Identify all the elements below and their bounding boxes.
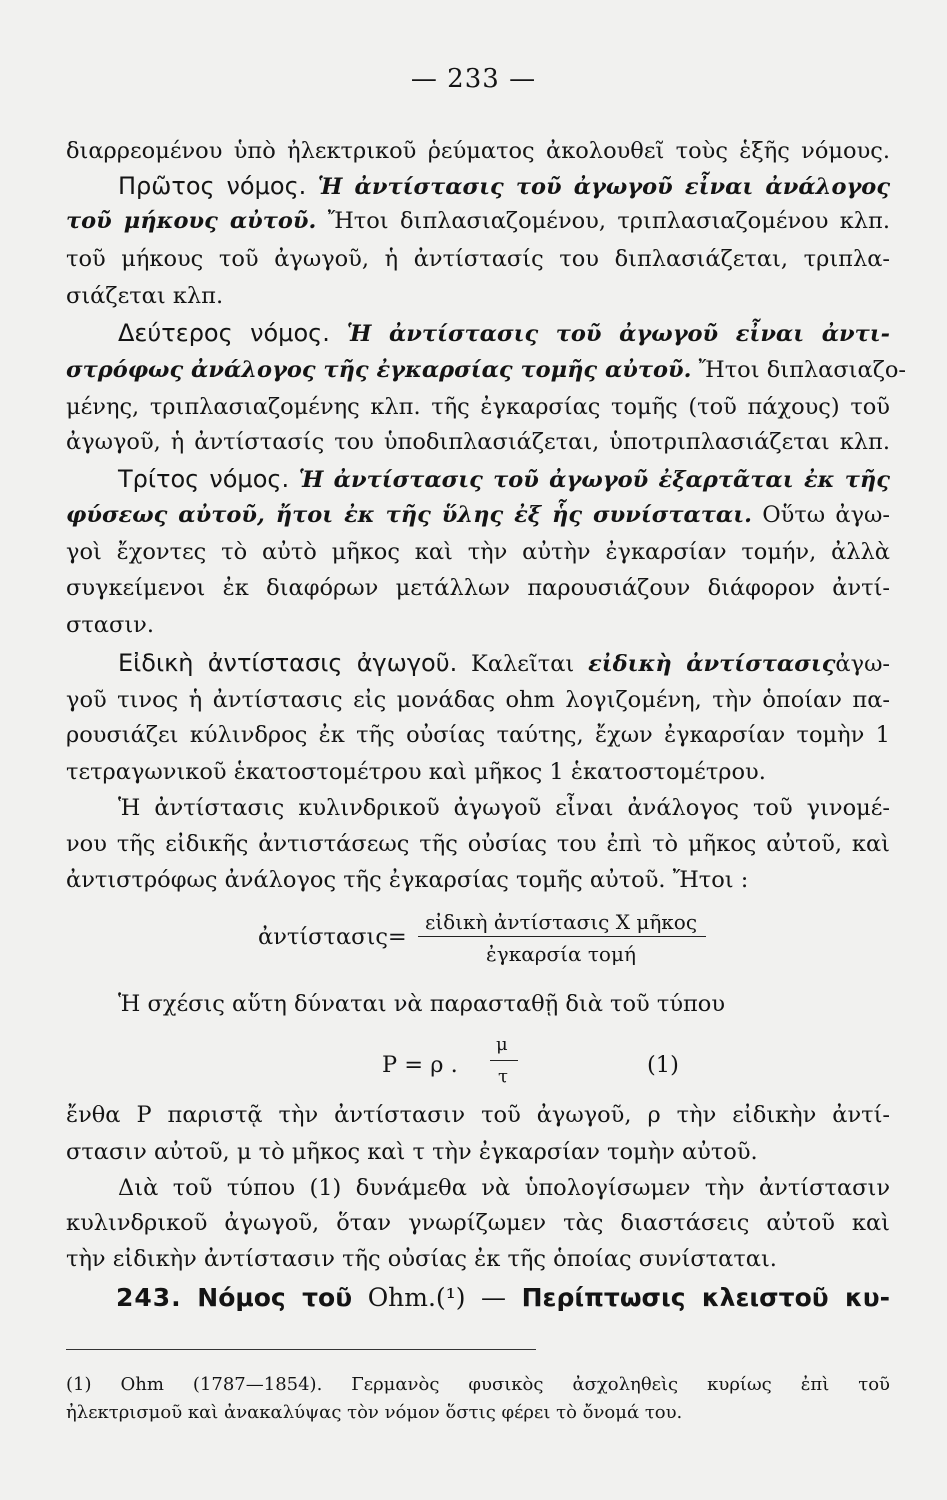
law-1-heading: Πρῶτος νόμος. [118, 172, 307, 200]
law-1-statement: Ἡ ἀντίστασις τοῦ ἀγωγοῦ εἶναι ἀνάλογος [317, 174, 891, 200]
text-line: ἀγωγοῦ, ἡ ἀντίστασίς του ὑποδιπλασιάζεται, ὑποτριπλασιάζεται κλπ. [66, 429, 890, 455]
law-3-statement: Ἡ ἀντίστασις τοῦ ἀγωγοῦ ἐξαρτᾶται ἐκ τῆς [298, 467, 890, 493]
page-number: — 233 — [410, 64, 537, 94]
formula-numerator: μ [496, 1034, 508, 1055]
footnote-divider [66, 1349, 536, 1350]
text-line: μένης, τριπλασιαζομένης κλπ. τῆς ἐγκαρσίας τομῆς (τοῦ πάχους) τοῦ [66, 394, 890, 420]
section-number: 243. [116, 1283, 182, 1312]
resistance-fraction [258, 910, 708, 964]
text-line: γοὶ ἔχοντες τὸ αὐτὸ μῆκος καὶ τὴν αὐτὴν ἐγκαρσίαν τομήν, ἀλλὰ [66, 539, 890, 565]
text-line: συγκείμενοι ἐκ διαφόρων μετάλλων παρουσιάζουν διάφορον ἀντί- [66, 575, 890, 601]
section-title-c: Περίπτωσις κλειστοῦ κυ- [521, 1283, 890, 1312]
formula-lhs: P = ρ . [382, 1052, 458, 1078]
text-line: ἀντιστρόφως ἀνάλογος τῆς ἐγκαρσίας τομῆς αὐτοῦ. Ἤτοι : [66, 867, 749, 893]
footnote-line: ἠλεκτρισμοῦ καὶ ἀνακαλύψας τὸν νόμον ὅστις φέρει τὸ ὄνομά του. [66, 1402, 683, 1423]
text-line: τετραγωνικοῦ ἑκατοστομέτρου καὶ μῆκος 1 ἑκατοστομέτρου. [66, 759, 766, 785]
specific-resistance-line: Εἰδικὴ ἀντίστασις ἀγωγοῦ. Καλεῖται εἰδικὴ ἀντίστασιςἀγω- [118, 649, 891, 677]
specific-resistance-heading: Εἰδικὴ ἀντίστασις ἀγωγοῦ. [118, 649, 458, 677]
text-line: τοῦ μήκους τοῦ ἀγωγοῦ, ἡ ἀντίστασίς του διπλασιάζεται, τριπλα- [66, 246, 890, 272]
text-line: γοῦ τινος ἡ ἀντίστασις εἰς μονάδας ohm λογιζομένη, τὴν ὁποίαν πα- [66, 687, 890, 713]
ohm-formula [382, 1034, 682, 1098]
law-1-line [118, 174, 890, 199]
formula-denominator: τ [498, 1066, 508, 1087]
text-line: ἔνθα P παριστᾷ τὴν ἀντίστασιν τοῦ ἀγωγοῦ, ρ τὴν εἰδικὴν ἀντί- [66, 1102, 890, 1128]
law-1-statement-end: τοῦ μήκους αὐτοῦ. [66, 208, 317, 234]
text-line: νου τῆς εἰδικῆς ἀντιστάσεως τῆς οὐσίας του ἐπὶ τὸ μῆκος αὐτοῦ, καὶ [66, 831, 890, 857]
text-line: φύσεως αὐτοῦ, ἤτοι ἐκ τῆς ὕλης ἐξ ἧς συνίσταται. Οὕτω ἀγω- [66, 502, 890, 528]
section-heading [116, 1283, 890, 1312]
formula-number: (1) [647, 1052, 679, 1078]
text-line: στασιν. [66, 612, 155, 638]
law-3-line [118, 467, 890, 492]
fraction-denominator: ἐγκαρσία τομή [486, 942, 636, 966]
section-title-b: Ohm.(¹) — [367, 1283, 507, 1312]
text-line: Διὰ τοῦ τύπου (1) δυνάμεθα νὰ ὑπολογίσωμεν τὴν ἀντίστασιν [118, 1175, 890, 1201]
text-line: στρόφως ἀνάλογος τῆς ἐγκαρσίας τομῆς αὐτοῦ. Ἤτοι διπλασιαζο- [66, 357, 907, 383]
law-2-statement-end: στρόφως ἀνάλογος τῆς ἐγκαρσίας τομῆς αὐτοῦ. [66, 357, 692, 383]
text-line: Ἡ σχέσις αὕτη δύναται νὰ παρασταθῇ διὰ τοῦ τύπου [118, 991, 726, 1017]
specific-resistance-term: εἰδικὴ ἀντίστασις [588, 651, 836, 677]
text-line: κυλινδρικοῦ ἀγωγοῦ, ὅταν γνωρίζωμεν τὰς διαστάσεις αὐτοῦ καὶ [66, 1210, 890, 1236]
text-line: στασιν αὐτοῦ, μ τὸ μῆκος καὶ τ τὴν ἐγκαρσίαν τομὴν αὐτοῦ. [66, 1139, 758, 1165]
fraction-lhs: ἀντίστασις= [258, 924, 407, 950]
text-line: τοῦ μήκους αὐτοῦ. Ἤτοι διπλασιαζομένου, τριπλασιαζομένου κλπ. [66, 208, 891, 234]
law-3-heading: Τρίτος νόμος. [118, 465, 290, 493]
law-2-line [118, 321, 890, 346]
law-3-statement-end: φύσεως αὐτοῦ, ἤτοι ἐκ τῆς ὕλης ἐξ ἧς συνίσταται. [66, 502, 752, 528]
text-line: σιάζεται κλπ. [66, 283, 224, 309]
text-line: ρουσιάζει κύλινδρος ἐκ τῆς οὐσίας ταύτης, ἔχων ἐγκαρσίαν τομὴν 1 [66, 722, 890, 748]
fraction-numerator: εἰδικὴ ἀντίστασις X μῆκος [424, 910, 698, 934]
text-line: Ἡ ἀντίστασις κυλινδρικοῦ ἀγωγοῦ εἶναι ἀνάλογος τοῦ γινομέ- [118, 795, 890, 821]
text-line: τὴν εἰδικὴν ἀντίστασιν τῆς οὐσίας ἐκ τῆς ὁποίας συνίσταται. [66, 1246, 777, 1272]
section-title-a: Νόμος τοῦ [197, 1283, 353, 1312]
law-2-heading: Δεύτερος νόμος. [118, 319, 330, 347]
formula-bar [490, 1060, 518, 1061]
law-2-statement: Ἡ ἀντίστασις τοῦ ἀγωγοῦ εἶναι ἀντι- [346, 321, 891, 347]
text-line: διαρρεομένου ὑπὸ ἠλεκτρικοῦ ῥεύματος ἀκολουθεῖ τοὺς ἑξῆς νόμους. [66, 138, 890, 164]
fraction-bar [418, 936, 706, 937]
footnote-line: (1) Ohm (1787—1854). Γερμανὸς φυσικὸς ἀσχοληθεὶς κυρίως ἐπὶ τοῦ [66, 1374, 890, 1395]
